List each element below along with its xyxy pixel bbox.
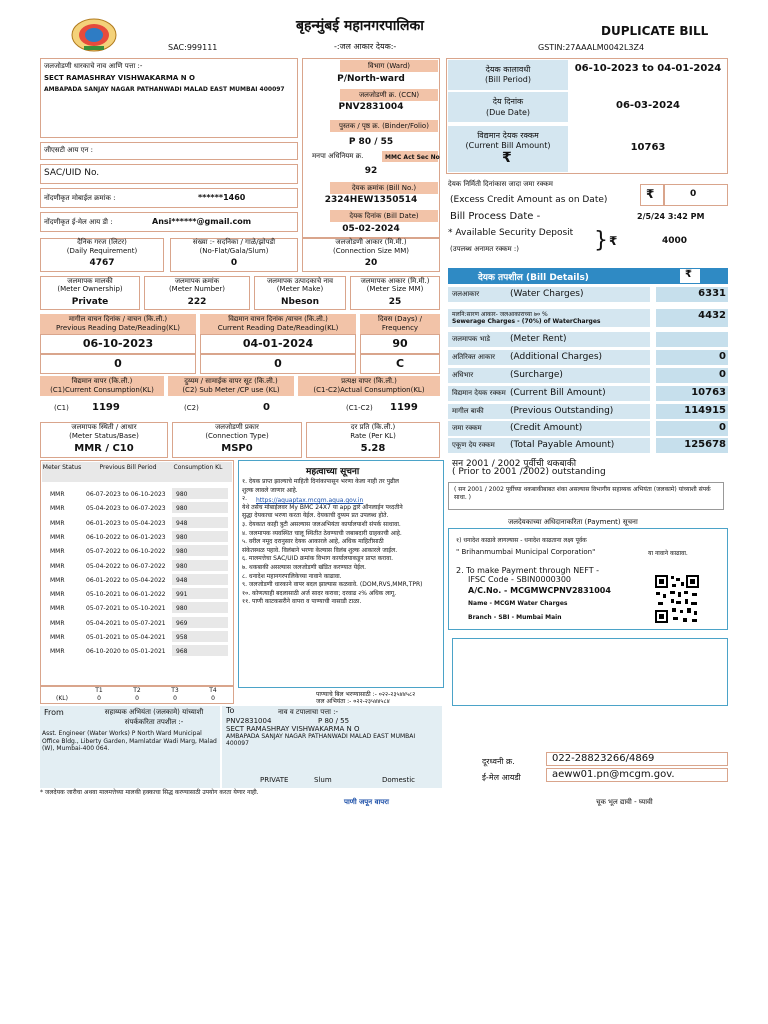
bill-detail-label-mr: मागील बाकी: [452, 407, 484, 415]
history-period: 06-10-2022 to 06-01-2023: [86, 533, 166, 541]
bill-detail-value-cell: [656, 386, 728, 401]
meter-no-value: 222: [187, 297, 207, 307]
bill-detail-row: [448, 386, 650, 401]
meter-size-label-en: (Meter Size MM): [366, 285, 424, 293]
due-date-value: 06-03-2024: [616, 100, 680, 111]
t3-header: T3: [171, 687, 179, 694]
to-type-1: PRIVATE: [260, 776, 289, 784]
payment-account: A/C.No. - MCGMWCPNV2831004: [468, 586, 611, 595]
email-value: Ansi******@gmail.com: [152, 217, 252, 226]
prev-reading-label-mr: मागील वाचन दिनांक / वाचन (कि.ली.): [68, 315, 168, 323]
t4-value: 0: [211, 695, 215, 702]
history-status: MMR: [50, 548, 65, 556]
meter-no-label-en: (Meter Number): [168, 285, 226, 293]
bill-detail-value: 125678: [684, 439, 726, 450]
bill-detail-label-mr: जलमापक भाडे: [452, 335, 490, 343]
bill-detail-label-mr: एकूण देय रक्कम: [452, 441, 495, 449]
excess-label-mr: देयक निर्मिती दिनांकास जादा जमा रक्कम: [448, 180, 553, 188]
notice-item: येथे तसेच मोबाईलवर My BMC 24X7 या app द्वारे ऑनलाईन पध्दतीने: [242, 503, 403, 511]
bill-detail-value-cell: [656, 287, 728, 302]
history-kl: 968: [176, 648, 188, 656]
to-folio: P 80 / 55: [318, 717, 350, 725]
bill-detail-label-en: (Current Bill Amount): [510, 388, 606, 398]
history-kl: 948: [176, 576, 188, 584]
c3-label-mr: प्रत्यक्ष वापर (कि.ली.): [341, 377, 397, 385]
current-bill-label-mr: विद्यमान देयक रक्कम: [477, 131, 539, 140]
consumer-address: AMBAPADA SANJAY NAGAR PATHANWADI MALAD EAST MUMBAI 400097: [44, 86, 285, 93]
bill-detail-value: 0: [719, 369, 726, 380]
bill-detail-value-cell: [656, 404, 728, 419]
ownership-label-mr: जलमापक मालकी: [67, 277, 113, 285]
current-bill-label-en: (Current Bill Amount): [465, 141, 551, 150]
notice-footer-2: जल अभियंता :- ०२२-२३५४४५८४: [316, 698, 390, 705]
history-kl: 948: [176, 519, 188, 527]
bill-detail-label-en: (Credit Amount): [510, 423, 583, 433]
history-header-status: Meter Status: [42, 464, 82, 471]
due-date-label-mr: देय दिनांक: [492, 97, 524, 106]
process-date-value: 2/5/24 3:42 PM: [637, 212, 705, 221]
history-status: MMR: [50, 505, 65, 513]
notice-footer-1: पाण्याचे बिल भरण्यासाठी :- ०२२-२३५४४५८२: [316, 691, 416, 698]
make-label-mr: जलमापक उत्पादकाचे नाव: [267, 277, 333, 285]
table-row: [44, 645, 230, 658]
excess-value: 0: [690, 189, 697, 199]
bill-detail-value: 0: [719, 422, 726, 433]
bill-detail-row: [448, 332, 650, 347]
ccn-value: PNV2831004: [338, 102, 404, 112]
bill-detail-label-en: (Meter Rent): [510, 334, 567, 344]
payment-name: Name - MCGM Water Charges: [468, 600, 568, 607]
bill-detail-value-cell: [656, 438, 728, 453]
act-value: 92: [364, 166, 378, 176]
flats-label-en: (No-Flat/Gala/Slum): [199, 247, 269, 255]
contact-email-label: ई-मेल आयडी: [482, 773, 521, 782]
bill-date-value: 05-02-2024: [342, 224, 400, 234]
payment-line-3: या नावाने काढावा.: [648, 550, 688, 557]
footer-note: * जलदेयक जारीचा अथवा मालमत्तेच्या मालकी हक्काचा सिद्ध करण्यासाठी उपयोग करता येणार नाही.: [40, 789, 259, 796]
days-label-mr: दिवस (Days) /: [378, 315, 422, 323]
prev-reading-label-en: Previous Reading Date/Reading(KL): [56, 324, 180, 332]
bill-detail-label-en: (Total Payable Amount): [510, 440, 615, 450]
table-row: [44, 560, 230, 573]
notice-item: ४. जलमापक व्यवस्थित चालू स्थितीत ठेवण्याची जबाबदारी ग्राहकाची आहे.: [242, 529, 402, 537]
bill-detail-label-en: (Surcharge): [510, 370, 563, 380]
table-row: [44, 631, 230, 644]
meter-status-label-en: (Meter Status/Base): [69, 432, 139, 440]
c1-label-mr: विद्यमान वापर (कि.ली.): [71, 377, 133, 385]
to-ccn: PNV2831004: [226, 717, 272, 725]
make-label-en: (Meter Make): [276, 285, 324, 293]
ownership-value: Private: [71, 297, 109, 307]
conn-type-value: MSP0: [221, 443, 253, 454]
to-name: SECT RAMASHRAY VISHWAKARMA N O: [226, 725, 360, 733]
bill-detail-row: [448, 421, 650, 436]
sac-code: SAC:999111: [168, 43, 218, 52]
table-row: [44, 574, 230, 587]
duplicate-bill-label: DUPLICATE BILL: [601, 24, 709, 38]
outstanding-line-2: ( Prior to 2001 /2002) outstanding: [452, 467, 606, 477]
ward-label: विभाग (Ward): [367, 62, 411, 70]
history-kl: 958: [176, 634, 188, 641]
bill-detail-value: 114915: [684, 405, 726, 416]
rate-label-en: Rate (Per KL): [350, 432, 396, 440]
t2-header: T2: [133, 687, 141, 694]
deposit-label: * Available Security Deposit: [448, 228, 574, 238]
from-office: Asst. Engineer (Water Works) P North Ward Municipal Office Bldg., Liberty Garden, Mamlatdar Wadi Marg, Malad (W), Mumbai-400 064.: [42, 730, 217, 752]
notice-item: ५. वरील नमूद दरानुसार देयक आकारले आहे, अधिक माहितीसाठी: [242, 538, 384, 546]
notice-item: ८. धनादेश महानगरपालिकेच्या नावाने काढावा.: [242, 572, 342, 580]
bill-detail-value: 6331: [698, 288, 726, 299]
notice-item: सुद्धा देयकाचा भरणा करता येईल. देयकाची दुय्यम प्रत उपलब्ध होते.: [242, 512, 389, 520]
flats-value: 0: [230, 258, 238, 268]
payment-line-1: १) धनादेश काढावे लागल्यास - धनादेश काढताना लक्ष्य पूर्वक: [456, 537, 587, 544]
contact-email-value[interactable]: aeww01.pn@mcgm.gov.: [552, 769, 675, 780]
qr-code-icon[interactable]: [654, 574, 700, 624]
notice-item: शुल्क लावले जाणार आहे.: [242, 486, 298, 494]
binder-label: पुस्तक / पृष्ठ क्र. (Binder/Folio): [339, 122, 429, 130]
c3-tag: (C1-C2): [346, 404, 373, 412]
payment-line-2: " Brihanmumbai Municipal Corporation": [456, 548, 596, 556]
brace-icon: }: [594, 228, 608, 253]
bill-detail-label-en: (Additional Charges): [510, 352, 603, 362]
bill-detail-row: [448, 438, 650, 453]
t1-value: 0: [97, 695, 101, 702]
history-kl: 969: [176, 619, 188, 627]
history-status: MMR: [50, 533, 65, 541]
bill-detail-row: [448, 350, 650, 365]
conn-type-label-en: (Connection Type): [205, 432, 269, 440]
mcgm-logo: [70, 18, 118, 52]
history-status: MMR: [50, 591, 65, 599]
bill-no-value: 2324HEW1350514: [324, 195, 418, 205]
curr-reading-label-en: Current Reading Date/Reading(KL): [217, 324, 339, 332]
phone-value: 022-28823266/4869: [552, 753, 655, 764]
bill-detail-label-en: (Previous Outstanding): [510, 406, 614, 416]
deposit-sub: (उपलब्ध अनामत रक्कम :): [450, 245, 520, 253]
history-period: 06-01-2023 to 05-04-2023: [86, 519, 166, 527]
history-period: 06-01-2022 to 05-04-2022: [86, 576, 166, 584]
curr-reading: 0: [274, 357, 282, 370]
history-kl: 980: [176, 533, 188, 541]
footer-eoe: चूक भूल द्यावी - घ्यावी: [596, 798, 653, 806]
t4-header: T4: [209, 687, 217, 694]
notice-item: २.: [242, 495, 248, 503]
c3-value: 1199: [390, 402, 418, 413]
table-row: [44, 602, 230, 615]
act-sub: MMC Act Sec No: [385, 154, 440, 161]
payment-header: जलदेयकाच्या अधिदानाकरिता (Payment) सूचना: [508, 518, 638, 526]
notice-item: १. देयक प्राप्त झाल्याचे माहिती दिनांकापासून भरणा केला नाही तर पुढील: [242, 478, 399, 485]
to-label-mr: नाव व टपालाचा पत्ता :-: [278, 708, 339, 716]
c2-label-mr: दुय्यम / सामाईक वापर सूट (कि.ली.): [184, 377, 278, 385]
to-address: AMBAPADA SANJAY NAGAR PATHANWADI MALAD EAST MUMBAI 400097: [226, 733, 416, 747]
bill-details-rupee-icon: ₹: [685, 269, 692, 280]
history-status: MMR: [50, 605, 65, 613]
bill-detail-label-mr: अधिभार: [452, 371, 474, 379]
history-status: MMR: [50, 562, 65, 570]
mobile-value: ******1460: [198, 193, 246, 202]
bill-detail-value-cell: [656, 421, 728, 436]
daily-value: 4767: [89, 258, 115, 268]
history-period: 05-04-2023 to 06-07-2023: [86, 505, 166, 513]
history-header-consumption: Consumption KL: [173, 464, 223, 471]
outstanding-note: ( सन 2001 / 2002 पूर्वीच्या थकबाकीबाबत शंका असल्यास विभागीय सहाय्यक अभियंता (जलकामे) यांच्याशी संपर्क साधा. ): [454, 486, 711, 501]
corporation-title: बृहन्मुंबई महानगरपालिका: [296, 18, 424, 34]
rate-value: 5.28: [360, 443, 386, 454]
bill-no-label: देयक क्रमांक (Bill No.): [351, 184, 417, 192]
rupee-icon: ₹: [502, 150, 512, 166]
notice-item: ९. जलजोडणी धारकाने वापर बदल झाल्यास कळवावे. (DOM,RVS,MMR,TPR): [242, 581, 423, 589]
notice-title: महत्वाच्या सूचना: [306, 467, 360, 477]
flats-label-mr: संख्या :- सदनिका / गाळे/झोपडी: [192, 238, 276, 246]
footer-slogan: पाणी जपून वापरा: [344, 798, 389, 806]
bill-detail-label-mr: मलनि:सारण आकार- जलआकाराच्या ७० %: [452, 311, 548, 318]
bill-subtitle: -:जल आकार देयक:-: [334, 42, 397, 51]
t-label: (KL): [56, 695, 68, 702]
conn-type-label-mr: जलजोडणी प्रकार: [215, 423, 259, 431]
bill-detail-value-cell: [656, 368, 728, 383]
bill-detail-label-mr: अतिरिक्त आकार: [452, 353, 495, 361]
c2-tag: (C2): [184, 404, 199, 412]
ward-value: P/North-ward: [337, 74, 405, 84]
notice-link[interactable]: https://aquaptax.mcgm.aqua.gov.in: [256, 497, 364, 504]
gst-label: जीएसटी आय एन :: [44, 146, 93, 154]
gstin: GSTIN:27AAALM0042L3Z4: [538, 43, 645, 52]
notice-item: ३. देयकात काही त्रुटी असल्यास जलअभियंता कार्यालयाशी संपर्क साधावा.: [242, 520, 401, 528]
blank-box: [452, 638, 728, 706]
bill-detail-value-cell: [656, 350, 728, 365]
act-label: मनपा अधिनियम क्र.: [312, 152, 364, 160]
to-type-2: Slum: [314, 776, 332, 784]
history-period: 06-07-2023 to 06-10-2023: [86, 491, 166, 498]
outstanding-line-1: सन 2001 / 2002 पूर्वीची थकबाकी: [452, 459, 577, 469]
conn-size-sub: (Connection Size MM): [333, 247, 409, 255]
bill-detail-value-cell: [656, 309, 728, 327]
bill-date-label: देयक दिनांक (Bill Date): [349, 212, 419, 220]
table-row: [44, 588, 230, 601]
history-header-period: Previous Bill Period: [99, 464, 157, 471]
history-period: 06-10-2020 to 05-01-2021: [86, 648, 166, 656]
sac-uid-label: SAC/UID No.: [44, 168, 100, 178]
history-kl: 980: [176, 491, 188, 498]
bill-detail-value: 4432: [698, 310, 726, 321]
history-status: MMR: [50, 491, 65, 498]
to-type-3: Domestic: [382, 776, 415, 784]
days-label-en: Frequency: [381, 324, 419, 332]
c1-tag: (C1): [54, 404, 69, 412]
meter-size-value: 25: [388, 297, 402, 307]
bill-detail-label-en: Sewerage Charges - (70%) of WaterCharges: [452, 318, 601, 325]
deposit-value: 4000: [662, 236, 688, 246]
rate-label-mr: दर प्रति (कि.ली.): [350, 423, 396, 431]
prev-reading: 0: [114, 357, 122, 370]
bill-detail-label-en: (Water Charges): [510, 289, 584, 299]
bill-detail-label-mr: जमा रक्कम: [452, 424, 482, 432]
history-kl: 980: [176, 505, 188, 513]
c1-value: 1199: [92, 402, 120, 413]
t1-header: T1: [95, 687, 103, 694]
bill-period-label-mr: देयक कालावधी: [485, 65, 531, 74]
to-label: To: [226, 706, 235, 715]
history-status: MMR: [50, 619, 65, 627]
ccn-label: जलजोडणी क्र. (CCN): [358, 91, 420, 99]
consumer-name-label: जलजोडणी धारकाचे नाव आणि पत्ता :-: [44, 62, 143, 70]
c2-value: 0: [263, 402, 270, 413]
payment-neft: 2. To make Payment through NEFT -: [456, 566, 600, 575]
bill-detail-row: [448, 368, 650, 383]
consumer-name: SECT RAMASHRAY VISHWAKARMA N O: [44, 74, 195, 82]
binder-value: P 80 / 55: [348, 137, 394, 147]
meter-size-label-mr: जलमापक आकार (मि.मी.): [360, 277, 430, 285]
notice-item: ११. पाणी काटकसरीने वापरा व पाण्याची नासाडी टाळा.: [242, 598, 362, 606]
conn-size-value: 20: [364, 258, 378, 268]
history-kl: 980: [176, 562, 188, 570]
meter-status-label-mr: जलमापक स्थिती / आधार: [71, 423, 137, 431]
bill-detail-value-cell: [656, 332, 728, 347]
mobile-label: नोंदणीकृत मोबाईल क्रमांक :: [44, 194, 116, 202]
table-row: [44, 517, 230, 530]
history-kl: 991: [176, 591, 188, 599]
excess-label-en: (Excess Credit Amount as on Date): [450, 195, 608, 205]
table-row: [44, 502, 230, 515]
history-period: 05-10-2021 to 06-01-2022: [86, 591, 166, 599]
history-kl: 980: [176, 548, 188, 556]
payment-branch: Branch - SBI - Mumbai Main: [468, 614, 562, 621]
prev-date: 06-10-2023: [82, 337, 154, 350]
curr-reading-label-mr: विद्यमान वाचन दिनांक /वाचन (कि.ली.): [228, 315, 328, 323]
meter-status-value: MMR / C10: [74, 443, 134, 454]
bill-period-label-en: (Bill Period): [485, 75, 531, 84]
make-value: Nbeson: [280, 297, 320, 307]
bill-detail-value: 0: [719, 351, 726, 362]
history-kl: 980: [176, 605, 188, 613]
bill-detail-label-mr: विद्यमान देयक रक्कम: [452, 389, 506, 397]
notice-item: १०. कोणत्याही बदलासाठी अर्ज सादर करावा; दरवाढ २% अधिक लागू.: [242, 589, 397, 597]
payment-ifsc: IFSC Code - SBIN0000300: [468, 575, 572, 584]
frequency-value: C: [395, 357, 405, 370]
bill-details-title: देयक तपशील (Bill Details): [478, 273, 589, 283]
table-row: [44, 545, 230, 558]
table-row: [44, 488, 230, 501]
daily-label-en: (Daily Requirement): [66, 247, 138, 255]
history-status: MMR: [50, 634, 65, 641]
bill-detail-value: 10763: [691, 387, 726, 398]
ownership-label-en: (Meter Ownership): [57, 285, 123, 293]
bill-detail-label-mr: जलआकार: [452, 290, 480, 298]
notice-item: ७. थकबाकी असल्यास जलजोडणी खंडित करण्यात येईल.: [242, 563, 367, 571]
c2-label-en: (C2) Sub Meter /CP use (KL): [182, 386, 280, 394]
c1-label-en: (C1)Current Consumption(KL): [50, 386, 154, 394]
history-period: 05-07-2021 to 05-10-2021: [86, 605, 166, 613]
bill-period-value: 06-10-2023 to 04-01-2024: [574, 63, 722, 74]
bill-detail-row: [448, 309, 650, 327]
history-period: 05-07-2022 to 06-10-2022: [86, 548, 166, 556]
deposit-rupee-icon: ₹: [609, 234, 618, 248]
from-office-label: सहाय्यक अभियंता (जलकामे) यांच्याशी संपर्ककरिता तपशील :-: [104, 708, 204, 726]
history-period: 05-01-2021 to 05-04-2021: [86, 634, 166, 641]
meter-no-label-mr: जलमापक क्रमांक: [174, 277, 220, 285]
curr-date: 04-01-2024: [242, 337, 314, 350]
t3-value: 0: [173, 695, 177, 702]
due-date-label-en: (Due Date): [485, 108, 531, 117]
days-value: 90: [392, 337, 408, 350]
email-label: नोंदणीकृत ई-मेल आय डी :: [44, 218, 113, 226]
table-row: [44, 617, 230, 630]
history-period: 05-04-2022 to 06-07-2022: [86, 562, 166, 570]
history-status: MMR: [50, 576, 65, 584]
from-label: From: [44, 708, 64, 717]
notice-item: संकेतस्थळ पहावे. विलंबाने भरणा केल्यास विलंब शुल्क आकारले जाईल.: [242, 546, 398, 554]
phone-label: दूरध्वनी क्र.: [482, 757, 515, 766]
bill-detail-row: [448, 287, 650, 302]
history-status: MMR: [50, 648, 65, 656]
process-date-label: Bill Process Date -: [450, 211, 541, 222]
notice-item: ६. मालमत्तेचा SAC/UID क्रमांक विभाग कार्यालयाकडून प्राप्त करावा.: [242, 555, 394, 563]
bill-detail-row: [448, 404, 650, 419]
table-row: [44, 531, 230, 544]
current-bill-value: 10763: [630, 142, 666, 153]
history-period: 05-04-2021 to 05-07-2021: [86, 619, 166, 627]
conn-size-label: जलजोडणी आकार (मि.मी.): [335, 238, 407, 246]
daily-label-mr: दैनिक गरज (लिटर): [77, 238, 127, 246]
c3-label-en: (C1-C2)Actual Consumption(KL): [313, 386, 425, 394]
t2-value: 0: [135, 695, 139, 702]
excess-rupee-icon: ₹: [646, 187, 655, 201]
history-status: MMR: [50, 519, 65, 527]
